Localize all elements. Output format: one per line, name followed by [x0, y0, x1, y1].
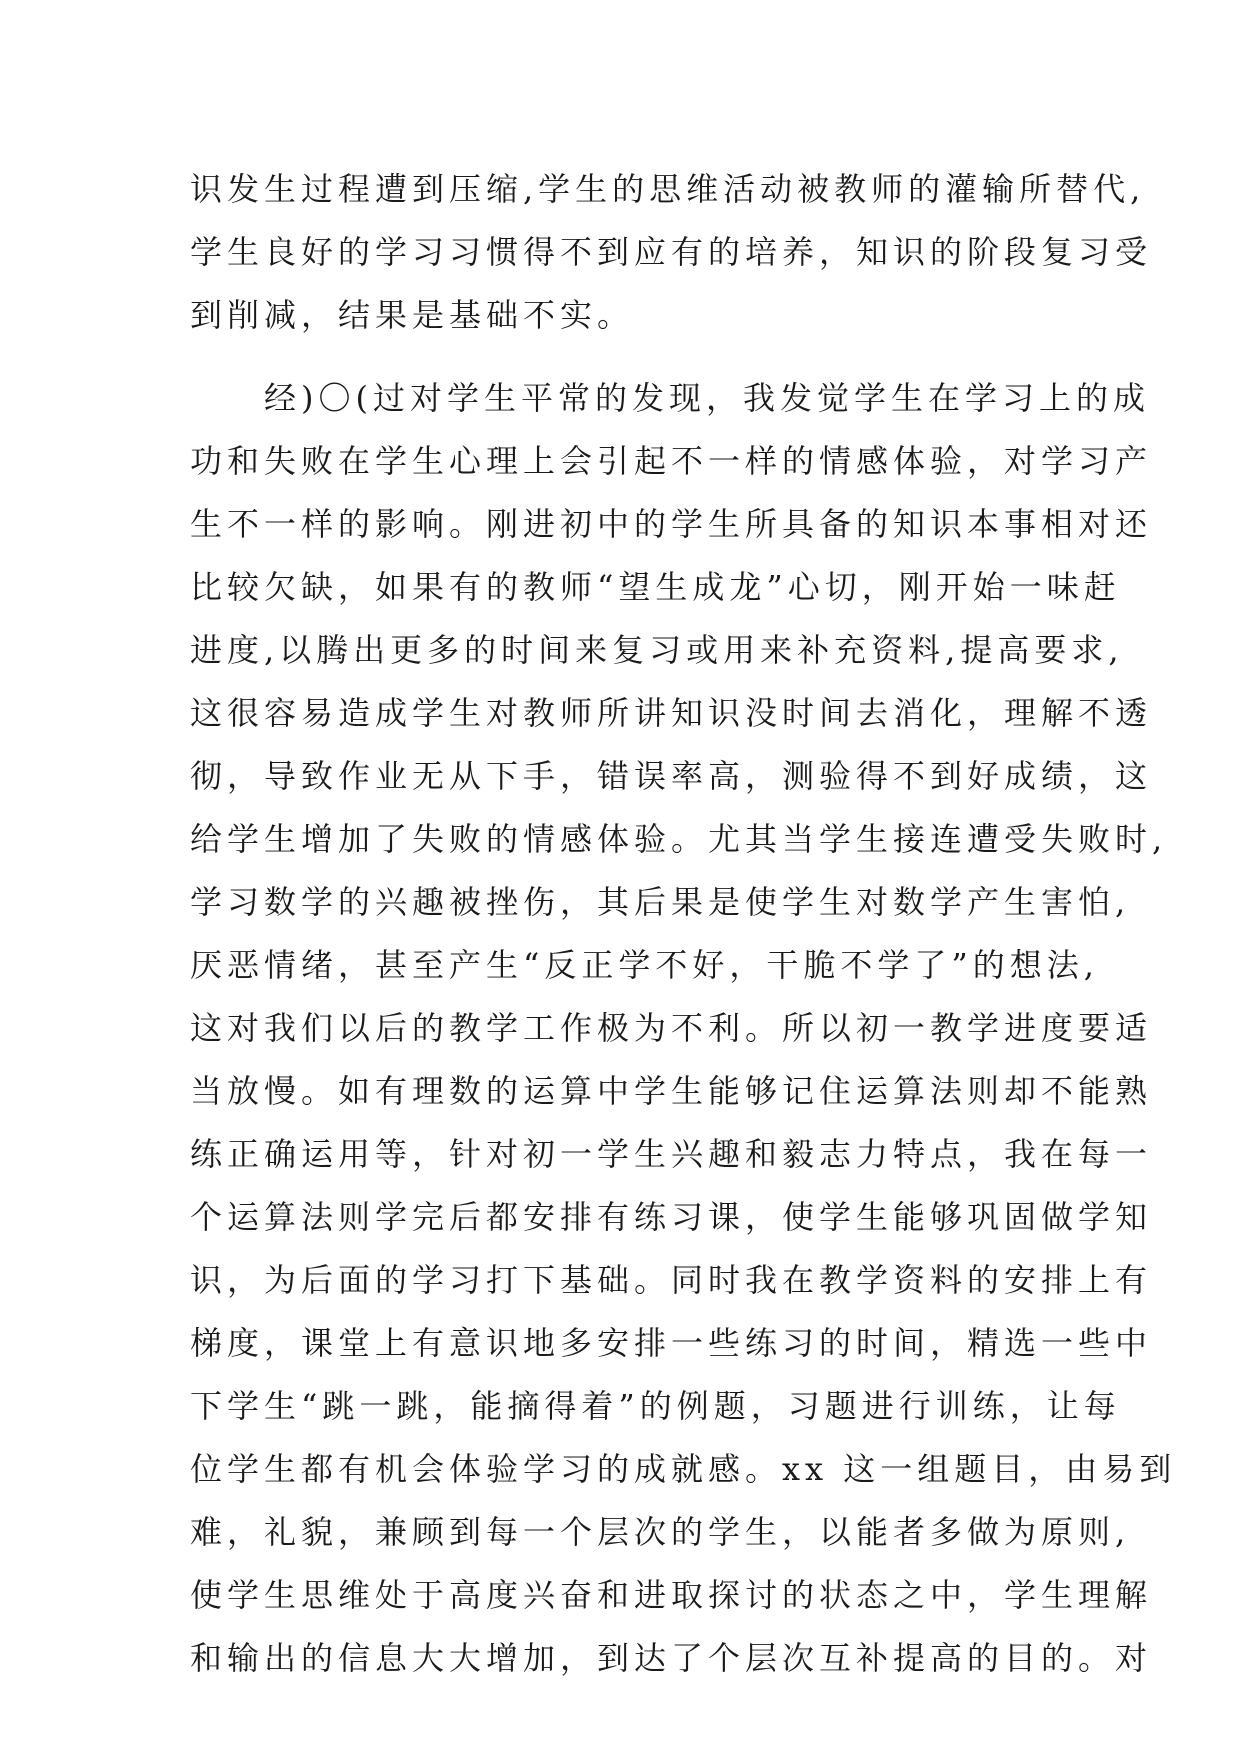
paragraph: [190, 158, 1153, 347]
text-line: 到削减，结果是基础不实。: [190, 296, 635, 334]
text-line: 功和失败在学生心理上会引起不一样的情感体验，对学习产: [190, 442, 1153, 480]
body-text: [190, 158, 1177, 1690]
text-line: 进度,以腾出更多的时间来复习或用来补充资料,提高要求,: [190, 631, 1124, 669]
text-line: 这很容易造成学生对教师所讲知识没时间去消化，理解不透: [190, 694, 1153, 732]
text-line: 学习数学的兴趣被挫伤，其后果是使学生对数学产生害怕,: [190, 883, 1131, 921]
text-line: 难，礼貌，兼顾到每一个层次的学生，以能者多做为原则,: [190, 1513, 1131, 1551]
text-line: 识，为后面的学习打下基础。同时我在教学资料的安排上有: [190, 1261, 1153, 1299]
text-line: 学生良好的学习习惯得不到应有的培养，知识的阶段复习受: [190, 233, 1153, 271]
text-line: 位学生都有机会体验学习的成就感。xx 这一组题目，由易到: [190, 1450, 1177, 1488]
text-line: 当放慢。如有理数的运算中学生能够记住运算法则却不能熟: [190, 1072, 1153, 1110]
text-line: 梯度，课堂上有意识地多安排一些练习的时间，精选一些中: [190, 1324, 1153, 1362]
text-line: 比较欠缺，如果有的教师“望生成龙”心切，刚开始一味赶: [190, 568, 1121, 606]
text-line: 经)〇(过对学生平常的发现，我发觉学生在学习上的成: [190, 379, 1150, 417]
text-line: 个运算法则学完后都安排有练习课，使学生能够巩固做学知: [190, 1198, 1153, 1236]
text-line: 识发生过程遭到压缩,学生的思维活动被教师的灌输所替代,: [190, 170, 1146, 208]
text-line: 厌恶情绪，甚至产生“反正学不好，干脆不学了”的想法,: [190, 946, 1099, 984]
paragraph-gap: [190, 347, 1090, 367]
text-line: 使学生思维处于高度兴奋和进取探讨的状态之中，学生理解: [190, 1576, 1153, 1614]
text-line: 和输出的信息大大增加，到达了个层次互补提高的目的。对: [190, 1639, 1153, 1677]
text-line: 下学生“跳一跳，能摘得着”的例题，习题进行训练，让每: [190, 1387, 1121, 1425]
text-line: 这对我们以后的教学工作极为不利。所以初一教学进度要适: [190, 1009, 1153, 1047]
text-line: 练正确运用等，针对初一学生兴趣和毅志力特点，我在每一: [190, 1135, 1153, 1173]
text-line: 生不一样的影响。刚进初中的学生所具备的知识本事相对还: [190, 505, 1153, 543]
text-line: 彻，导致作业无从下手，错误率高，测验得不到好成绩，这: [190, 757, 1153, 795]
text-line: 给学生增加了失败的情感体验。尤其当学生接连遭受失败时,: [190, 820, 1168, 858]
paragraph: [190, 367, 1177, 1690]
